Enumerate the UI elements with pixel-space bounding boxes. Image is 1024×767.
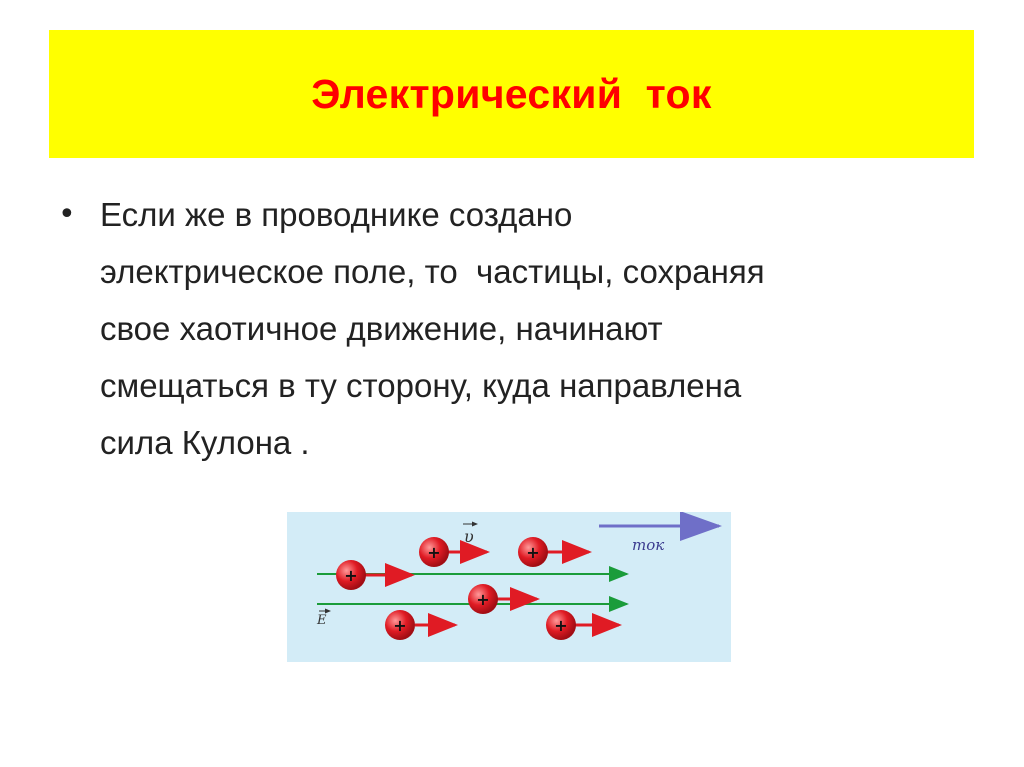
charge-sign: + xyxy=(554,616,568,635)
bullet-icon: • xyxy=(58,197,76,232)
charged-particle xyxy=(419,537,487,567)
charge-sign: + xyxy=(526,543,540,562)
charge-sign: + xyxy=(393,616,407,635)
charge-sign: + xyxy=(344,566,358,585)
bullet-item xyxy=(58,186,958,471)
charged-particle xyxy=(385,610,455,640)
charged-particle xyxy=(518,537,589,567)
charge-sign: + xyxy=(476,590,490,609)
current-label: ток xyxy=(632,536,665,554)
bullet-line: свое хаотичное движение, начинают xyxy=(100,310,663,347)
current-diagram-svg xyxy=(287,512,731,662)
charge-sign: + xyxy=(427,543,441,562)
velocity-label: υ xyxy=(464,527,474,546)
bullet-line: сила Кулона . xyxy=(100,424,310,461)
bullet-line: смещаться в ту сторону, куда направлена xyxy=(100,367,742,404)
charged-particle xyxy=(546,610,619,640)
title-band xyxy=(49,30,974,158)
current-diagram xyxy=(287,512,731,662)
bullet-line: электрическое поле, то частицы, сохраняя xyxy=(100,253,765,290)
charged-particle xyxy=(468,584,537,614)
bullet-text xyxy=(100,186,930,471)
bullet-line: Если же в проводнике создано xyxy=(100,196,573,233)
field-label: E xyxy=(317,613,327,628)
charged-particle xyxy=(336,560,412,590)
slide-title: Электрический ток xyxy=(311,70,712,117)
